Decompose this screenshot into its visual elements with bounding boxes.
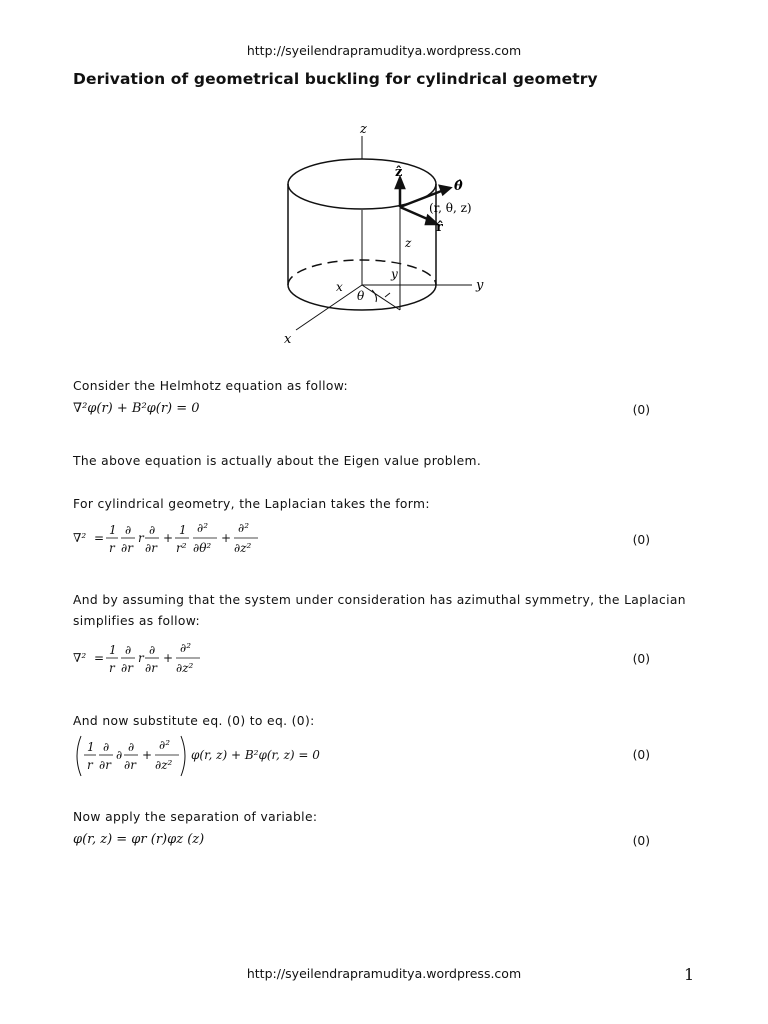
footer-url[interactable]: http://syeilendrapramuditya.wordpress.com	[246, 966, 522, 981]
equation-number: (0)	[632, 652, 650, 666]
equation-laplacian-sym	[73, 636, 233, 680]
paragraph-helmholtz: Consider the Helmhotz equation as follow:	[73, 379, 348, 393]
z-hat-label: ẑ	[395, 165, 403, 180]
svg-text:r: r	[138, 531, 144, 545]
svg-text:∂r: ∂r	[145, 541, 157, 555]
x-axis-line	[296, 285, 362, 330]
svg-text:∂z²: ∂z²	[155, 758, 173, 772]
svg-text:∂²: ∂²	[238, 521, 250, 535]
page-number: 1	[684, 965, 695, 984]
paragraph-laplacian: For cylindrical geometry, the Laplacian takes the form:	[73, 497, 430, 511]
svg-text:∂z²: ∂z²	[176, 661, 194, 675]
svg-text:=: =	[94, 531, 105, 545]
svg-text:∇²: ∇²	[73, 651, 87, 665]
svg-text:r: r	[87, 758, 93, 772]
paragraph-substitute: And now substitute eq. (0) to eq. (0):	[73, 714, 315, 728]
svg-text:1: 1	[109, 643, 117, 657]
svg-text:∂²: ∂²	[159, 738, 171, 752]
z-height-label: z	[405, 236, 412, 250]
r-hat-label: r̂	[436, 220, 443, 235]
svg-text:∂: ∂	[149, 523, 156, 537]
theta-label: θ	[357, 289, 365, 303]
cylinder-figure	[270, 118, 500, 350]
svg-text:+: +	[221, 531, 232, 545]
svg-text:∂: ∂	[116, 748, 123, 762]
svg-text:∂θ²: ∂θ²	[193, 541, 212, 555]
svg-text:∂: ∂	[149, 643, 156, 657]
svg-text:∂r: ∂r	[145, 661, 157, 675]
y-axis-label: y	[476, 278, 484, 293]
svg-text:+: +	[163, 651, 174, 665]
svg-text:∂²: ∂²	[180, 641, 192, 655]
x-small-label: x	[336, 280, 343, 294]
paragraph-eigen: The above equation is actually about the Eigen value problem.	[73, 454, 482, 468]
svg-text:∇²: ∇²	[73, 531, 87, 545]
paragraph-azimuthal: And by assuming that the system under consideration has azimuthal symmetry, the Laplacian simplifies as follow:	[73, 593, 686, 628]
equation-helmholtz: ∇²φ(r) + B²φ(r) = 0	[73, 401, 200, 416]
equation-number: (0)	[632, 834, 650, 848]
svg-text:∂r: ∂r	[124, 758, 136, 772]
svg-text:+: +	[163, 531, 174, 545]
equation-laplacian-cyl	[73, 516, 273, 560]
svg-text:=: =	[94, 651, 105, 665]
x-axis-label: x	[284, 332, 292, 347]
svg-text:r: r	[138, 651, 144, 665]
svg-text:∂: ∂	[103, 740, 110, 754]
svg-text:1: 1	[179, 523, 187, 537]
svg-text:+: +	[142, 748, 153, 762]
svg-text:∂z²: ∂z²	[234, 541, 252, 555]
svg-text:∂r: ∂r	[99, 758, 111, 772]
point-label: (r, θ, z)	[429, 201, 472, 215]
svg-text:1: 1	[109, 523, 117, 537]
header-url[interactable]: http://syeilendrapramuditya.wordpress.com	[246, 43, 522, 58]
radial-line	[362, 285, 400, 310]
svg-text:r: r	[109, 661, 115, 675]
svg-text:∂²: ∂²	[197, 521, 209, 535]
equation-separation: φ(r, z) = φr (r)φz (z)	[73, 832, 205, 847]
paragraph-separation: Now apply the separation of variable:	[73, 810, 318, 824]
svg-text:∂: ∂	[125, 643, 132, 657]
svg-text:φ(r, z) + B²φ(r, z) = 0: φ(r, z) + B²φ(r, z) = 0	[191, 748, 320, 762]
equation-number: (0)	[632, 403, 650, 417]
svg-text:∂r: ∂r	[121, 541, 133, 555]
z-axis-label: z	[360, 122, 367, 137]
theta-hat-label: θ̂	[454, 179, 463, 194]
svg-text:∂: ∂	[125, 523, 132, 537]
equation-number: (0)	[632, 533, 650, 547]
svg-text:∂: ∂	[128, 740, 135, 754]
svg-text:∂r: ∂r	[121, 661, 133, 675]
svg-text:1: 1	[87, 740, 95, 754]
svg-text:r²: r²	[176, 541, 187, 555]
svg-text:r: r	[109, 541, 115, 555]
y-small-label: y	[391, 267, 398, 281]
page-title: Derivation of geometrical buckling for cylindrical geometry	[73, 70, 598, 88]
equation-number: (0)	[632, 748, 650, 762]
equation-substituted	[73, 732, 343, 780]
